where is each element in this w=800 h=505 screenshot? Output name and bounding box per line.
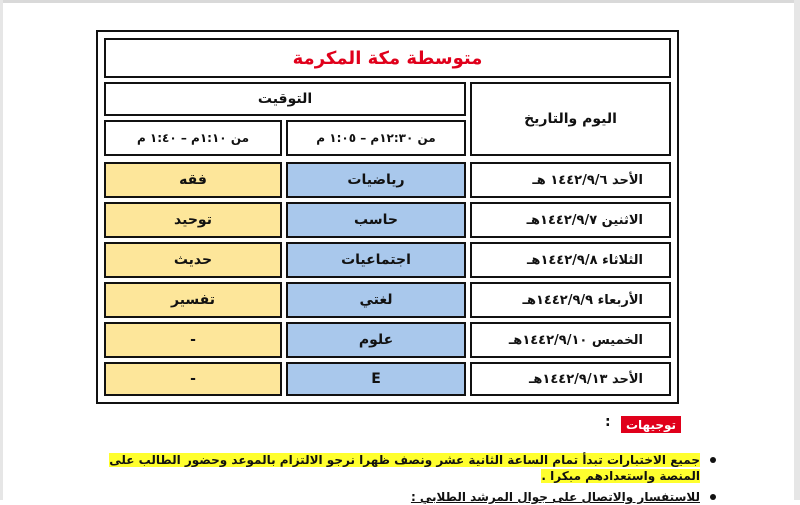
- subject2-cell: حديث: [104, 242, 282, 278]
- subject1-cell: E: [286, 362, 466, 396]
- bullet-icon: [710, 494, 716, 500]
- subject2-cell: فقه: [104, 162, 282, 198]
- day-cell: الأحد ١٤٤٢/٩/١٣هـ: [470, 362, 671, 396]
- note-text: جميع الاختبارات تبدأ تمام الساعة الثانية عشر ونصف ظهرا نرجو الالتزام بالموعد وحضور الطالب على المنصة واستعدادهم مبكرا .: [109, 453, 700, 483]
- subject2-cell: توحيد: [104, 202, 282, 238]
- subject1-cell: علوم: [286, 322, 466, 358]
- notes-title-colon: :: [605, 414, 611, 430]
- subject1-cell: لغتي: [286, 282, 466, 318]
- note-item: [90, 489, 700, 505]
- day-cell: الثلاثاء ١٤٤٢/٩/٨هـ: [470, 242, 671, 278]
- subject1-cell: اجتماعيات: [286, 242, 466, 278]
- subject2-cell: -: [104, 362, 282, 396]
- page-right-edge: [794, 0, 800, 500]
- note-text: للاستفسار والاتصال على جوال المرشد الطلابي :: [410, 490, 700, 504]
- day-cell: الأربعاء ١٤٤٢/٩/٩هـ: [470, 282, 671, 318]
- subject2-cell: -: [104, 322, 282, 358]
- exam-schedule-table: [96, 30, 679, 404]
- bullet-icon: [710, 457, 716, 463]
- day-cell: الخميس ١٤٤٢/٩/١٠هـ: [470, 322, 671, 358]
- note-item: [90, 452, 700, 484]
- subject2-cell: تفسير: [104, 282, 282, 318]
- time-slot-1: من ١٢:٣٠م – ١:٠٥ م: [286, 120, 466, 156]
- day-cell: الاثنين ١٤٤٢/٩/٧هـ: [470, 202, 671, 238]
- subject1-cell: حاسب: [286, 202, 466, 238]
- subject1-cell: رياضيات: [286, 162, 466, 198]
- time-slot-2: من ١:١٠م – ١:٤٠ م: [104, 120, 282, 156]
- day-date-header: اليوم والتاريخ: [470, 82, 671, 156]
- notes-title: توجيهات: [621, 416, 681, 433]
- page-left-edge: [0, 0, 3, 500]
- page-top-edge: [0, 0, 800, 3]
- day-cell: الأحد ١٤٤٢/٩/٦ هـ: [470, 162, 671, 198]
- school-title: متوسطة مكة المكرمة: [104, 38, 671, 78]
- timing-header: التوقيت: [104, 82, 466, 116]
